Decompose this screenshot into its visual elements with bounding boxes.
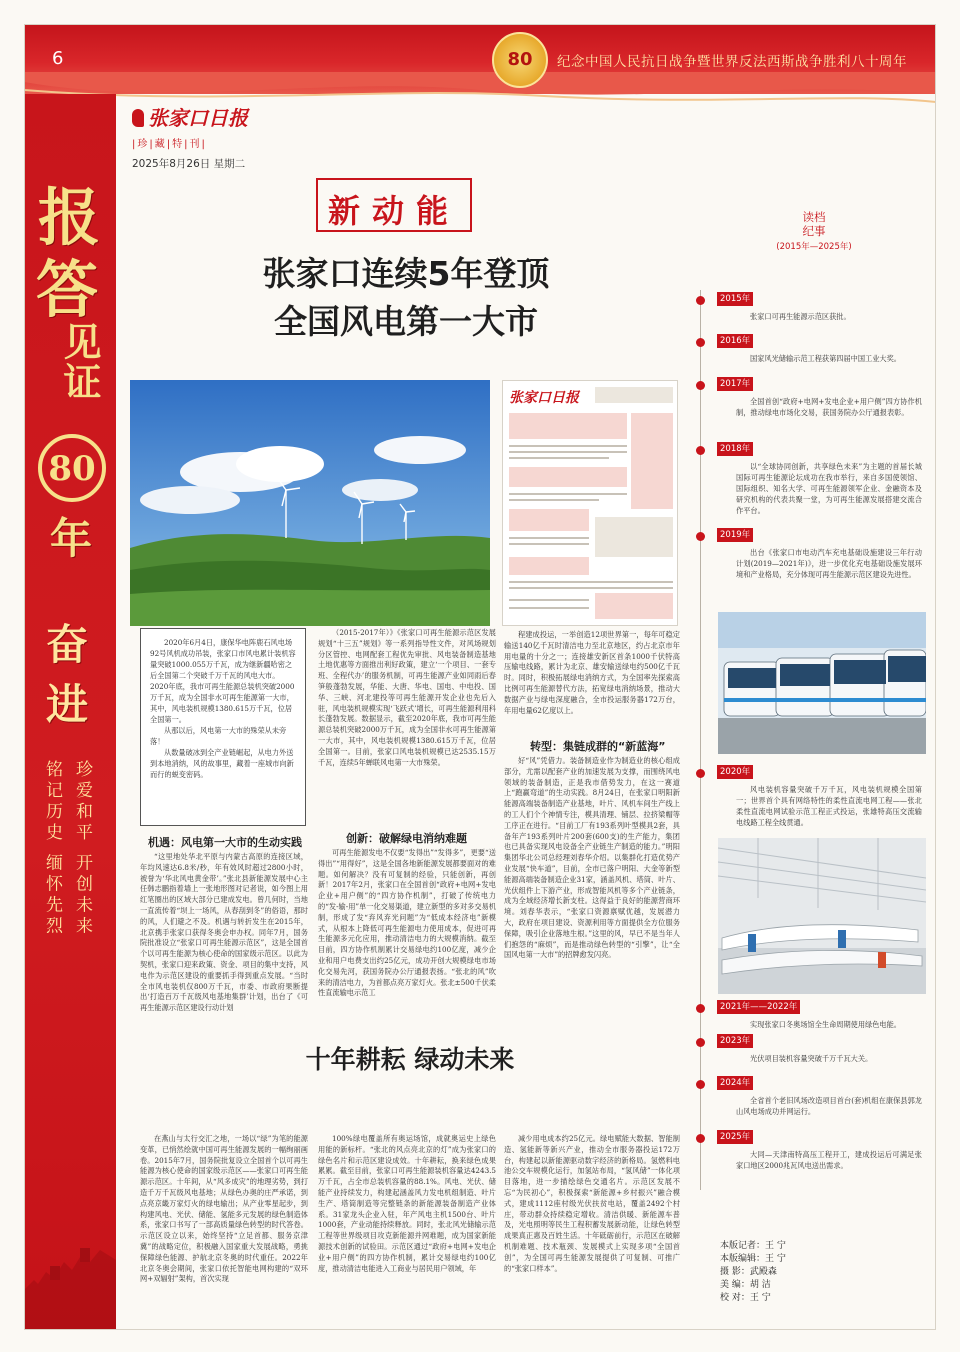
headline-line1: 张家口连续5年登顶 bbox=[262, 254, 550, 293]
section-label bbox=[316, 178, 472, 232]
section-label-text: 新动能 bbox=[327, 192, 460, 230]
anniversary-title: 纪念中国人民抗日战争暨世界反法西斯战争胜利八十周年 bbox=[557, 54, 907, 70]
credit-writer: 本版记者：王 宁 bbox=[720, 1241, 786, 1251]
subhead-transformation: 转型：集链成群的“新蓝海” bbox=[530, 740, 666, 753]
photo-caption-box bbox=[140, 628, 306, 826]
timeline-line bbox=[700, 290, 701, 1190]
electric-bus-illustration bbox=[718, 612, 926, 754]
brand-name: 张家口日报 bbox=[148, 106, 248, 130]
headline-line2: 全国风电第一大市 bbox=[274, 302, 538, 341]
bottom-column-3: 减少用电成本约25亿元。绿电赋能大数据、智能制造、氢能新等新兴产业，推动全市服务器投运172万台，构建起以新能源驱动数字经济的新格局。氢燃料电池公交车规模化运行，加氢站布局，“氢风储”一体化项目落地，进一步描绘绿色交通名片。示范区发展不忘“为民初心”，积极探索“新能源+乡村振兴”融合模式，建成1112座村级光伏扶贫电站，覆盖2492个村庄，带动群众持续稳定增收。清洁供暖、新能源车普及，光电照明等民生工程积蓄发展新动能，让绿色转型成果真正惠及百姓生活。十年砥砺前行，示范区在破解机制难题、技术瓶颈、发展模式上实现多项“全国首创”，为全国可再生能源发展提供了可复制、可推广的“张家口样本”。 bbox=[504, 1134, 680, 1273]
timeline-text: 全国首创“政府+电网+发电企业+用户侧”四方协作机制，推动绿电市场化交易，获国务院办公厅通报表彰。 bbox=[736, 397, 922, 417]
timeline-text: 张家口可再生能源示范区获批。 bbox=[750, 312, 851, 321]
article-column-3b: 好“风”凭借力。装备制造业作为制造业的核心组成部分，尤需以配套产业的加速发展为支撑，而围绕风电领域的装备制造，正是我市借势发力，在这一赛道上“跑赢弯道”的生动实践。8月24日，在张家口明阳新能源高端装备制造产业基地，叶片、风机车间生产线上的工人们个个神情专注，模具清理、铺层、拉挤梁帽等工序正在进行。“目前工厂有193系列叶型模具2套，具备年产193系列叶片200套(600支)的生产能力，集团也已具备实现风电设备全产业链生产制造的能力。”明阳集团华北公司总经理刘春华介绍。以集群化打造优势产业发展“快车道”，目前，全市已落户明阳、大金等新型能源高端装备制造企业31家，涵盖风机、塔筒、叶片、光伏组件上下游产业，形成智能风机等多个产业链条，成为全域经济增长新支柱。这得益于良好的能源营商环境。刘春华表示，“张家口资源禀赋优越，发展潜力大，政府在项目建设、资源利用等方面提供全方位服务保障，吸引企业落地生根。”这里的风，早已不是当年人们抱怨的“麻烦”，而是推动绿色转型的“引擎”，让“全国风电第一大市”的招牌愈发闪亮。 bbox=[504, 756, 680, 960]
sidebar-eighty-icon bbox=[36, 432, 108, 504]
facsimile-brand: 张家口日报 bbox=[509, 390, 579, 406]
wind-farm-illustration bbox=[130, 380, 490, 626]
newspaper-facsimile bbox=[502, 380, 678, 626]
timeline-text: 以“全球协同创新，共享绿色未来”为主题的首届长城国际可再生能源论坛成功在我市举行，来自多国使领馆、国际组织、知名大学、可再生能源领军企业、金融资本及研究机构的代表共聚一堂，为可再生能源发展搭建交流合作平台。 bbox=[736, 462, 922, 515]
credit-editor: 本版编辑：王 宁 bbox=[720, 1254, 786, 1264]
sidebar-char-da: 答 bbox=[36, 253, 99, 326]
caption-paragraph-1: 2020年6月4日，康保华电阵鹿石风电场92号风机成功吊装，张家口市风电累计装机容量突破1000.055万千瓦，成为继新疆哈密之后全国第二个突破千万千瓦的风电大市。2020年底，我市可再生能源总装机突破2000万千瓦，成为全国非水可再生能源第一大市，其中，风电装机规模1380.615万千瓦，位居全国第一。 bbox=[150, 638, 296, 724]
anniversary-emblem-icon bbox=[492, 32, 548, 88]
headline-2: 十年耕耘 绿动未来 bbox=[305, 1045, 515, 1074]
great-wall-icon bbox=[24, 1180, 116, 1330]
timeline-year: 2023年 bbox=[717, 1034, 753, 1048]
sidebar-couplet-right: 珍爱和平 开创未来 bbox=[72, 760, 92, 938]
timeline-dot-icon bbox=[696, 1004, 705, 1013]
facsimile-block-5 bbox=[595, 593, 673, 619]
timeline-year: 2021年——2022年 bbox=[717, 1000, 800, 1014]
timeline-text: 大同—天津南特高压工程开工，建成投运后可满足张家口地区2000兆瓦风电送出需求。 bbox=[736, 1150, 922, 1170]
facsimile-headline-block bbox=[509, 413, 627, 439]
emblem-number: 80 bbox=[507, 49, 533, 70]
electric-bus-photo bbox=[718, 612, 926, 754]
masthead bbox=[132, 102, 248, 171]
facsimile-block-2 bbox=[509, 467, 627, 487]
timeline-dot-icon bbox=[696, 1080, 705, 1089]
credit-proof: 校 对：王 宁 bbox=[720, 1293, 771, 1303]
timeline-text: 实现张家口冬奥场馆全生命周期使用绿色电能。 bbox=[750, 1020, 901, 1029]
timeline-label-1: 读档 bbox=[802, 210, 826, 224]
article-column-3: 程建成投运，一举创造12项世界第一，每年可稳定输送140亿千瓦时清洁电力至北京地区，约占北京市年用电量的十分之一；连接雄安新区首条1000千伏特高压输电线路，累计为北京、雄安输送绿电约500亿千瓦时。同时，积极拓展绿电消纳方式，为全国率先探索高比例可再生能源替代方法，拓宽绿电消纳场景，推动大数据产业与绿电深度融合，全市投运服务器172万台，年用电量62亿度以上。 bbox=[504, 630, 680, 715]
timeline-year: 2025年 bbox=[717, 1130, 753, 1144]
caption-paragraph-3: 从数量破冰到全产业链崛起，从电力外送到本地消纳，风的故事里，藏着一座城市向新而行的蜕变密码。 bbox=[150, 748, 294, 779]
timeline-text: 光伏项目装机容量突破千万千瓦大关。 bbox=[750, 1054, 873, 1063]
timeline-dot-icon bbox=[696, 1134, 705, 1143]
sidebar-witness: 见证 bbox=[57, 322, 102, 402]
timeline-range: (2015年—2025年) bbox=[776, 242, 852, 252]
facsimile-photo-block bbox=[595, 517, 673, 557]
credit-art: 美 编：胡 洁 bbox=[720, 1280, 771, 1290]
timeline-label-2: 纪事 bbox=[802, 224, 826, 238]
blade-factory-photo bbox=[718, 838, 926, 994]
timeline-dot-icon bbox=[696, 769, 705, 778]
bottom-column-1: 在燕山与太行交汇之地，一场以“绿”为笔的能源变革，已悄然绘就中国可再生能源发展的一幅绚丽画卷。2015年7月，国务院批复设立全国首个以可再生能源为核心使命的国家级示范区——张家口可再生能源示范区。十年间，从“风多成灾”的地理劣势，到打造千万千瓦级风电基地；从绿色办奥的庄严承诺，到点亮京畿万家灯火的绿电输出；从产业零星起步，到构建风电、光伏、储能、氢能多元发展的绿色制造体系，张家口书写了一部高质量绿色转型的时代答卷。示范区设立以来，始终坚持“立足首都、服务京津冀”的战略定位，积极融入国家重大发展战略，勇挑保障绿色能源、护航北京冬奥的时代重任。2022年北京冬奥会期间，张家口依托智能电网构建的“双环网+双辐射”架构，首次实现 bbox=[140, 1134, 308, 1284]
sidebar-char-nian: 年 bbox=[50, 514, 93, 563]
issue-date: 2025年8月26日 星期二 bbox=[132, 158, 246, 170]
sidebar-char-bao: 报 bbox=[38, 181, 101, 254]
brand-logo-icon bbox=[132, 109, 144, 127]
timeline-year: 2018年 bbox=[717, 442, 753, 456]
sidebar-char-fen: 奋 bbox=[46, 620, 89, 669]
subhead-innovation: 创新：破解绿电消纳难题 bbox=[346, 832, 467, 845]
timeline-dot-icon bbox=[696, 296, 705, 305]
page-number: 6 bbox=[52, 48, 64, 69]
timeline-year: 2020年 bbox=[717, 765, 753, 779]
timeline-text: 出台《张家口市电动汽车充电基础设施建设三年行动计划(2019—2021年)》，进一步优化充电基础设施发展环境和产业格局，充分体现可再生能源示范区建设先进性。 bbox=[736, 548, 922, 579]
timeline-year: 2024年 bbox=[717, 1076, 753, 1090]
facsimile-block-4 bbox=[509, 557, 589, 575]
timeline-year: 2016年 bbox=[717, 334, 753, 348]
facsimile-side-block bbox=[631, 413, 673, 509]
bottom-column-2: 100%绿电覆盖所有奥运场馆，成就奥运史上绿色用能的新标杆。“张北的风点亮北京的灯”成为张家口的绿色名片和示范区建设成效。十年耕耘，换来绿色成果累累。截至目前，张家口可再生能源装机容量达4243.5万千瓦，占全市总装机容量的88.1%。风电、光伏、储能产业持续发力，构建起涵盖风力发电机组制造、叶片生产、塔筒制造等完整链条的新能源装备制造产业体系。31家龙头企业入驻，年产风电主机1500台、叶片1000套，产业动能持续释放。同时，张北风光储输示范工程等世界级项目攻克新能源并网难题，成为国家新能源技术创新的试验田。示范区通过“政府+电网+发电企业+用户侧”的四方协作机制，累计交易绿电约100亿度，推动清洁电能进入工商业与居民用户领域，年 bbox=[318, 1134, 496, 1273]
timeline-year: 2019年 bbox=[717, 528, 753, 542]
timeline-dot-icon bbox=[696, 446, 705, 455]
credit-photo: 摄 影：武殿森 bbox=[720, 1267, 777, 1277]
timeline-dot-icon bbox=[696, 381, 705, 390]
subhead-opportunity: 机遇：风电第一大市的生动实践 bbox=[148, 836, 302, 849]
article-column-2: （2015-2017年）》《张家口可再生能源示范区发展规划“十三五”规划》等一系列指导性文件，对风场规划分区管控、电网配套工程优先审批、风电装备制造基地土地优惠等方面推出利好政策，建立‘一个项目、一套专班、全程代办’的服务机制，可再生能源产业如同雨后春笋般蓬勃发展，华能、大唐、华电、国电、中电投、国华、三峡、河北建投等可再生能源开发企业也先后入驻，风电装机规模实现‘飞跃式’增长，可再生能源利用科长蓬勃发展。数据显示，截至2020年底，我市可再生能源总装机突破2000万千瓦，成为全国非水可再生能源第一大市，其中，风电装机规模1380.615万千瓦，位居全国第一。目前，张家口风电装机规模已达2535.15万千瓦，连续5年蝉联风电第一大市殊荣。 bbox=[318, 628, 496, 767]
timeline-dot-icon bbox=[696, 532, 705, 541]
wind-farm-photo bbox=[130, 380, 490, 626]
credits bbox=[720, 1240, 786, 1305]
sidebar-eighty: 80 bbox=[48, 449, 96, 489]
sidebar-char-jin: 进 bbox=[46, 680, 89, 729]
column-name: |珍|藏|特|刊| bbox=[132, 139, 207, 150]
facsimile-header bbox=[595, 387, 673, 403]
timeline-dot-icon bbox=[696, 1038, 705, 1047]
timeline-year: 2015年 bbox=[717, 292, 753, 306]
blade-factory-illustration bbox=[718, 838, 926, 994]
timeline-dot-icon bbox=[696, 338, 705, 347]
article-column-1: “这里地处华北平原与内蒙古高原的连接区域，年均风速达6.8米/秒，年有效风时超过2800小时，被誉为‘华北风电黄金带’。”张北县新能源发展中心主任韩志鹏指着墙上一张地形图对记者说，如今图上用红笔圈出的区域大部分已建成发电。曾几何时，当地一直流传着“坝上一场风，从春刮到冬”的俗语，那时的风，人们避之不及。机遇与转折发生在2015年，北京携手张家口获得冬奥会申办权。同年7月，国务院批准设立“张家口可再生能源示范区”，这是全国首个以可再生能源为核心使命的国家级示范区。以此为契机，张家口迎来政策、资金、项目的集中支持，风电作为示范区建设的重要抓手得到重点发展。“当时全市风电装机仅800万千瓦，市委、市政府果断提出‘打造百万千瓦级风电基地集群’计划，出台了《可再生能源示范区建设行动计划 bbox=[140, 852, 308, 1013]
timeline-text: 全省首个老旧风场改造项目首台(套)机组在康保县郭龙山风电场成功并网运行。 bbox=[736, 1096, 922, 1116]
timeline-text: 风电装机容量突破千万千瓦，风电装机规模全国第一；世界首个具有网络特性的柔性直流电网工程——张北柔性直流电网试验示范工程正式投运，张雄特高压交流输电线路工程全线贯通。 bbox=[736, 785, 922, 827]
article-column-2b: 可再生能源发电不仅要“发得出”“发得多”，更要“送得出”“用得好”，这是全国各地新能源发展都要面对的难题。如何解决？没有可复制的经验，只能创新，再创新！2017年2月，张家口在全国首创“政府+电网+发电企业+用户侧”的“四方协作机制”，打破了传统电力的“发-输-用”单一化交易渠道，建立新型的多对多交易机制，形成了发“弃风弃光问题”为“低成本经济电”新模式，从根本上降低可再生能源电力使用成本，促进可再生能源多元化应用，推动清洁电力的大规模消纳。截至目前，四方协作机制累计交易绿电约100亿度，减少企业和用户电费支出约25亿元，成功开创大规模绿电市场化交易先河，获国务院办公厅通报表扬。“张北的风”吹来的清洁电力，为首都点亮万家灯火。张北±500千伏柔性直流输电示范工 bbox=[318, 848, 496, 998]
facsimile-block-3 bbox=[509, 509, 589, 531]
timeline-text: 国家风光储输示范工程获第四届中国工业大奖。 bbox=[750, 354, 901, 363]
timeline-year: 2017年 bbox=[717, 377, 753, 391]
timeline-header bbox=[776, 210, 852, 252]
sidebar-couplet-left: 铭记历史 缅怀先烈 bbox=[42, 760, 62, 938]
caption-paragraph-2: 从那以后，风电第一大市的殊荣从未旁落！ bbox=[150, 726, 287, 746]
